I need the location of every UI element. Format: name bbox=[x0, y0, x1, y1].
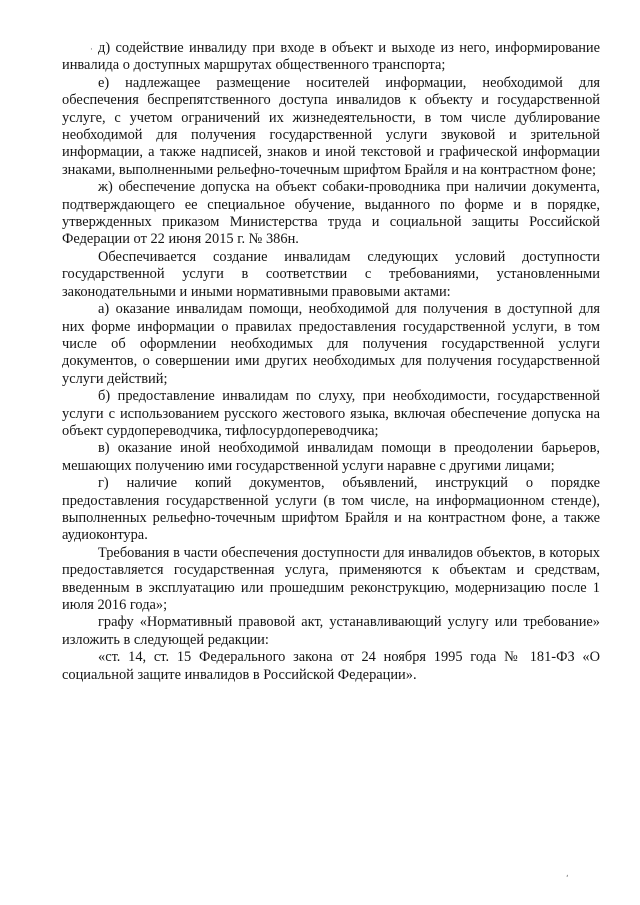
paragraph-item-a: а) оказание инвалидам помощи, необходимой для получения в доступной для них форме информации о правилах предоставления государственной услуги, в том числе об оформлении необходимых для получения государственной услуги документов, о совершении ими других необходимых для получения государственной услуги действий; bbox=[62, 301, 600, 387]
paragraph-item-b: б) предоставление инвалидам по слуху, при необходимости, государственной услуги с использованием русского жестового языка, включая обеспечение допуска на объект сурдопереводчика, тифлосурдопереводчика; bbox=[62, 388, 600, 439]
paragraph-legal-reference: «ст. 14, ст. 15 Федерального закона от 24 ноября 1995 года № 181-ФЗ «О социальной защите инвалидов в Российской Федерации». bbox=[62, 649, 600, 683]
document-body bbox=[62, 40, 600, 684]
scan-dot-mark: · bbox=[90, 45, 93, 55]
paragraph-item-zh: ж) обеспечение допуска на объект собаки-проводника при наличии документа, подтверждающего ее специальное обучение, выданного по форме и в порядке, утвержденных приказом Министерства труда и социальной защиты Российской Федерации от 22 июня 2015 г. № 386н. bbox=[62, 179, 600, 248]
paragraph-conditions-intro: Обеспечивается создание инвалидам следующих условий доступности государственной услуги в соответствии с требованиями, установленными законодательными и иными нормативными правовыми актами: bbox=[62, 248, 600, 300]
paragraph-column-instruction: графу «Нормативный правовой акт, устанавливающий услугу или требование» изложить в следующей редакции: bbox=[62, 614, 600, 648]
scan-corner-mark: ʹ bbox=[566, 875, 569, 885]
paragraph-item-g: г) наличие копий документов, объявлений, инструкций о порядке предоставления государственной услуги (в том числе, на информационном стенде), выполненных рельефно-точечным шрифтом Брайля и на контрастном фоне, а также аудиоконтура. bbox=[62, 475, 600, 544]
paragraph-item-e: е) надлежащее размещение носителей информации, необходимой для обеспечения беспрепятственного доступа инвалидов к объекту и государственной услуге, с учетом ограничений их жизнедеятельности, в том числе дублирование необходимой для получения государственной услуги звуковой и зрительной информации, а также надписей, знаков и иной текстовой и графической информации знаками, выполненными рельефно-точечным шрифтом Брайля и на контрастном фоне; bbox=[62, 74, 600, 178]
paragraph-accessibility-requirements: Требования в части обеспечения доступности для инвалидов объектов, в которых предоставляется государственная услуга, применяются к объектам и средствам, введенным в эксплуатацию или прошедшим реконструкцию, модернизацию после 1 июля 2016 года»; bbox=[62, 544, 600, 613]
paragraph-item-v: в) оказание иной необходимой инвалидам помощи в преодолении барьеров, мешающих получению ими государственной услуги наравне с другими лицами; bbox=[62, 440, 600, 474]
paragraph-item-d: д) содействие инвалиду при входе в объект и выходе из него, информирование инвалида о доступных маршрутах общественного транспорта; bbox=[62, 40, 600, 74]
